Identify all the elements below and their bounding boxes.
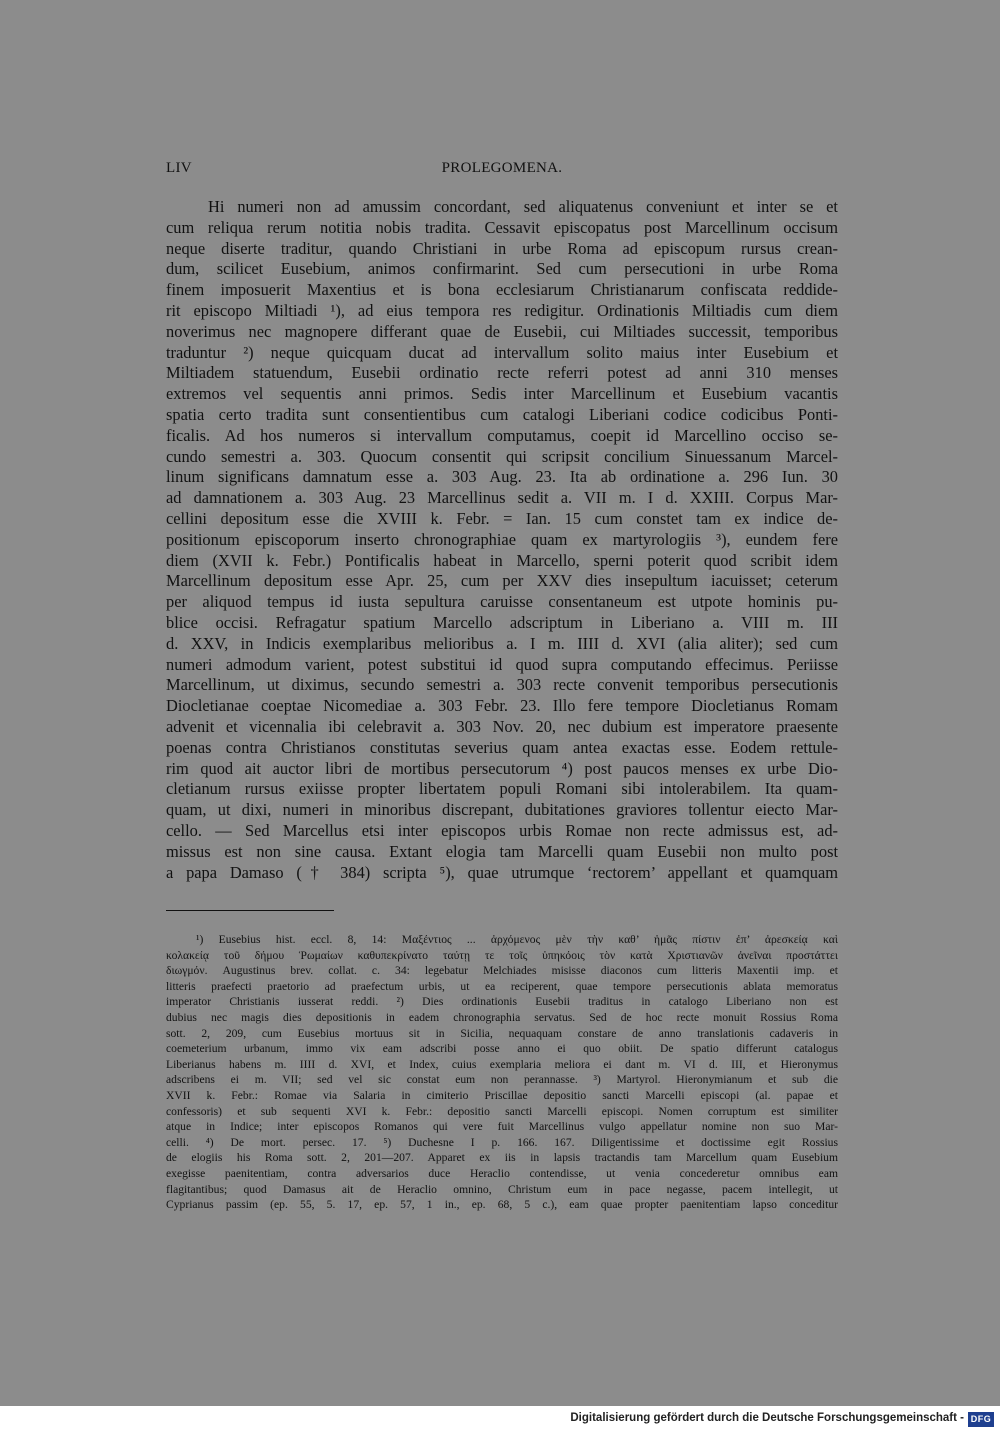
footnote-line: κολακείᾳ τοῦ δήμου Ῥωμαίων καθυπεκρίνατο ταύτῃ τε τοῖς ὑπηκόοις τὸν κατὰ Χριστιανῶν ἀνεῖναι προστάττει — [166, 948, 838, 962]
text-line: poenas contra Christianos constitutas severius quam antea exactas esse. Eodem rettule- — [166, 737, 838, 757]
text-line: extremos vel sequentis anni primos. Sedis inter Marcellinum et Eusebium vacantis — [166, 384, 838, 404]
text-line: Miltiadem statuendum, Eusebii ordinatio recte referri potest ad anni 310 menses — [166, 363, 838, 383]
text-line: ficalis. Ad hos numeros si intervallum computamus, coepit id Marcellino occiso se- — [166, 425, 838, 445]
footnote-line: atque in Indice; inter episcopos Romanos qui vere fuit Marcellinus vulgo appellatur nomine non suo Mar- — [166, 1120, 838, 1134]
running-title: PROLEGOMENA. — [441, 160, 563, 176]
text-line: a papa Damaso († 384) scripta ⁵), quae utrumque ‘rectorem’ appellant et quamquam — [166, 862, 838, 882]
text-line: per aliquod tempus id iusta sepultura caruisse consentaneum est utpote hominis pu- — [166, 592, 838, 612]
page-header — [166, 160, 838, 184]
main-text — [166, 197, 838, 883]
text-line: linum significans damnatum esse a. 303 Aug. 23. Ita ab ordinatione a. 296 Iun. 30 — [166, 467, 838, 487]
footnote-line: flagitantibus; quod Damasus ait de Heraclio omnino, Christum eum in pace negasse, pacem intellegit, ut — [166, 1182, 838, 1196]
text-line: Hi numeri non ad amussim concordant, sed aliquatenus conveniunt et inter se et — [208, 197, 838, 216]
footnote-line: litteris praefecti praetorio ad praefectum urbis, ut ea reciperent, quae tempore persecutionis ablata memoratus — [166, 979, 838, 993]
text-line: quam, ut dixi, numeri in minoribus discrepant, dubitationes graviores tollentur eiecto Mar- — [166, 800, 838, 820]
text-line: d. XXV, in Indicis exemplaribus melioribus a. I m. IIII d. XVI (alia aliter); sed cum — [166, 633, 838, 653]
footnote-line: ¹) Eusebius hist. eccl. 8, 14: Μαξέντιος ... ἀρχόμενος μὲν τὴν καθ’ ἡμᾶς πίστιν ἐπ’ ἀρεσκείᾳ καὶ — [196, 933, 838, 946]
footnote-line: celli. ⁴) De mort. persec. 17. ⁵) Duchesne I p. 166. 167. Diligentissime et doctissime egit Rossius — [166, 1135, 838, 1149]
footnote-line: sott. 2, 209, cum Eusebius mortuus sit in Sicilia, nequaquam constare de anno translationis cadaveris in — [166, 1026, 838, 1040]
footnote-separator — [166, 910, 334, 911]
footnote-line: coemeterium urbanum, immo vix eam adscribi posse anno ei quo obiit. De spatio differunt catalogus — [166, 1042, 838, 1056]
text-line: cletianum rursus exiisse propter libertatem populi Romani sibi intolerabilem. Ita quam- — [166, 779, 838, 799]
text-line: neque diserte traditur, quando Christiani in urbe Roma ad episcopum rursus crean- — [166, 238, 838, 258]
text-line: Marcellinum depositum esse Apr. 25, cum per XXV dies insepultum iacuisset; ceterum — [166, 571, 838, 591]
text-line: traduntur ²) neque quicquam ducat ad intervallum solito maius inter Eusebium et — [166, 342, 838, 362]
footnotes — [166, 932, 838, 1213]
text-line: spatia certo tradita sunt consentientibus cum catalogi Liberiani codice codicibus Ponti- — [166, 404, 838, 424]
text-line: missus est non sine causa. Extant elogia tam Marcelli quam Eusebii non multo post — [166, 841, 838, 861]
text-line: finem imposuerit Maxentius et is bona ecclesiarum Christianarum confiscata reddide- — [166, 280, 838, 300]
text-line: positionum episcoporum inserto chronographiae quam ex martyrologiis ³), eundem fere — [166, 529, 838, 549]
text-line: rim quod ait auctor libri de mortibus persecutorum ⁴) post paucos menses ex urbe Dio- — [166, 758, 838, 778]
text-line: noverimus nec magnopere differant quae de Eusebii, cui Miltiades successit, temporibus — [166, 321, 838, 341]
footnote-line: Cyprianus passim (ep. 55, 5. 17, ep. 57, 1 in., ep. 68, 5 c.), eam quae propter paenitentiam lapso conceditur — [166, 1198, 838, 1212]
footnote-line: διωγμόν. Augustinus brev. collat. c. 34: legebatur Melchiades misisse diaconos cum litteris Maxentii imp. et — [166, 964, 838, 978]
text-line: rit episcopo Miltiadi ¹), ad eius tempora res redigitur. Ordinationis Miltiadis cum diem — [166, 300, 838, 320]
text-line: cellini depositum esse die XVIII k. Febr. = Ian. 15 cum constet tam ex indice de- — [166, 508, 838, 528]
footnote-line: imperator Christianis iusserat reddi. ²) Dies ordinationis Eusebii traditus in catalogo Liberiano non est — [166, 995, 838, 1009]
text-line: cello. — Sed Marcellus etsi inter episcopos urbis Romae non recte admissus est, ad- — [166, 820, 838, 840]
text-line: dum, scilicet Eusebium, animos confirmarint. Sed cum persecutioni in urbe Roma — [166, 259, 838, 279]
text-line: blice occisi. Refragatur spatium Marcello adscriptum in Liberiano a. VIII m. III — [166, 612, 838, 632]
text-line: Diocletianae coeptae Nicomediae a. 303 Febr. 23. Illo fere tempore Diocletianus Romam — [166, 696, 838, 716]
text-line: advenit et vicennalia ibi celebravit a. 303 Nov. 20, nec dubium est imperatore praesente — [166, 716, 838, 736]
text-line: cundo semestri a. 303. Quocum consentit qui scripsit concilium Sinuessanum Marcel- — [166, 446, 838, 466]
text-line: diem (XVII k. Febr.) Pontificalis habeat in Marcello, sperni poterit quod scribit idem — [166, 550, 838, 570]
folio-number: LIV — [166, 160, 192, 176]
footnote-line: exegisse paenitentiam, contra adversarios duce Heraclio contendisse, ut venia concederetur omnibus eam — [166, 1166, 838, 1180]
digitization-footer — [0, 1406, 1000, 1434]
footnote-line: adscribens ei m. VII; sed vel sic constat eum non perannasse. ³) Martyrol. Hieronymianum et sub die — [166, 1073, 838, 1087]
text-line: numeri admodum varient, potest substitui id quod supra computando effecimus. Periisse — [166, 654, 838, 674]
text-line: cum reliqua rerum notitia nobis tradita. Cessavit episcopatus post Marcellinum occisum — [166, 217, 838, 237]
footnote-line: XVII k. Febr.: Romae via Salaria in cimiterio Priscillae depositio sancti Marcelli episcopi (al. papae et — [166, 1088, 838, 1102]
text-line: ad damnationem a. 303 Aug. 23 Marcellinus sedit a. VII m. I d. XXIII. Corpus Mar- — [166, 488, 838, 508]
text-line: Marcellinum, ut diximus, secundo semestri a. 303 recte convenit temporibus persecutionis — [166, 675, 838, 695]
funding-credit: Digitalisierung gefördert durch die Deutsche Forschungsgemeinschaft - — [570, 1412, 964, 1424]
footnote-line: confessoris) et sub sequenti XVI k. Febr.: depositio sancti Marcelli episcopi. Nomen corruptum est similiter — [166, 1104, 838, 1118]
footnote-line: de elogiis his Roma sott. 2, 201—207. Apparet ex iis in lapsis tractandis tam Marcellum quam Eusebium — [166, 1151, 838, 1165]
footnote-line: dubius nec magis dies depositionis in eadem chronographia servatus. Sed de hoc recte monuit Rossius Roma — [166, 1010, 838, 1024]
dfg-logo: DFG — [968, 1412, 994, 1427]
footnote-line: Liberianus habens m. IIII d. XVI, et Index, cuius exemplaria meliora ei dant m. VI d. III, et Hieronymus — [166, 1057, 838, 1071]
